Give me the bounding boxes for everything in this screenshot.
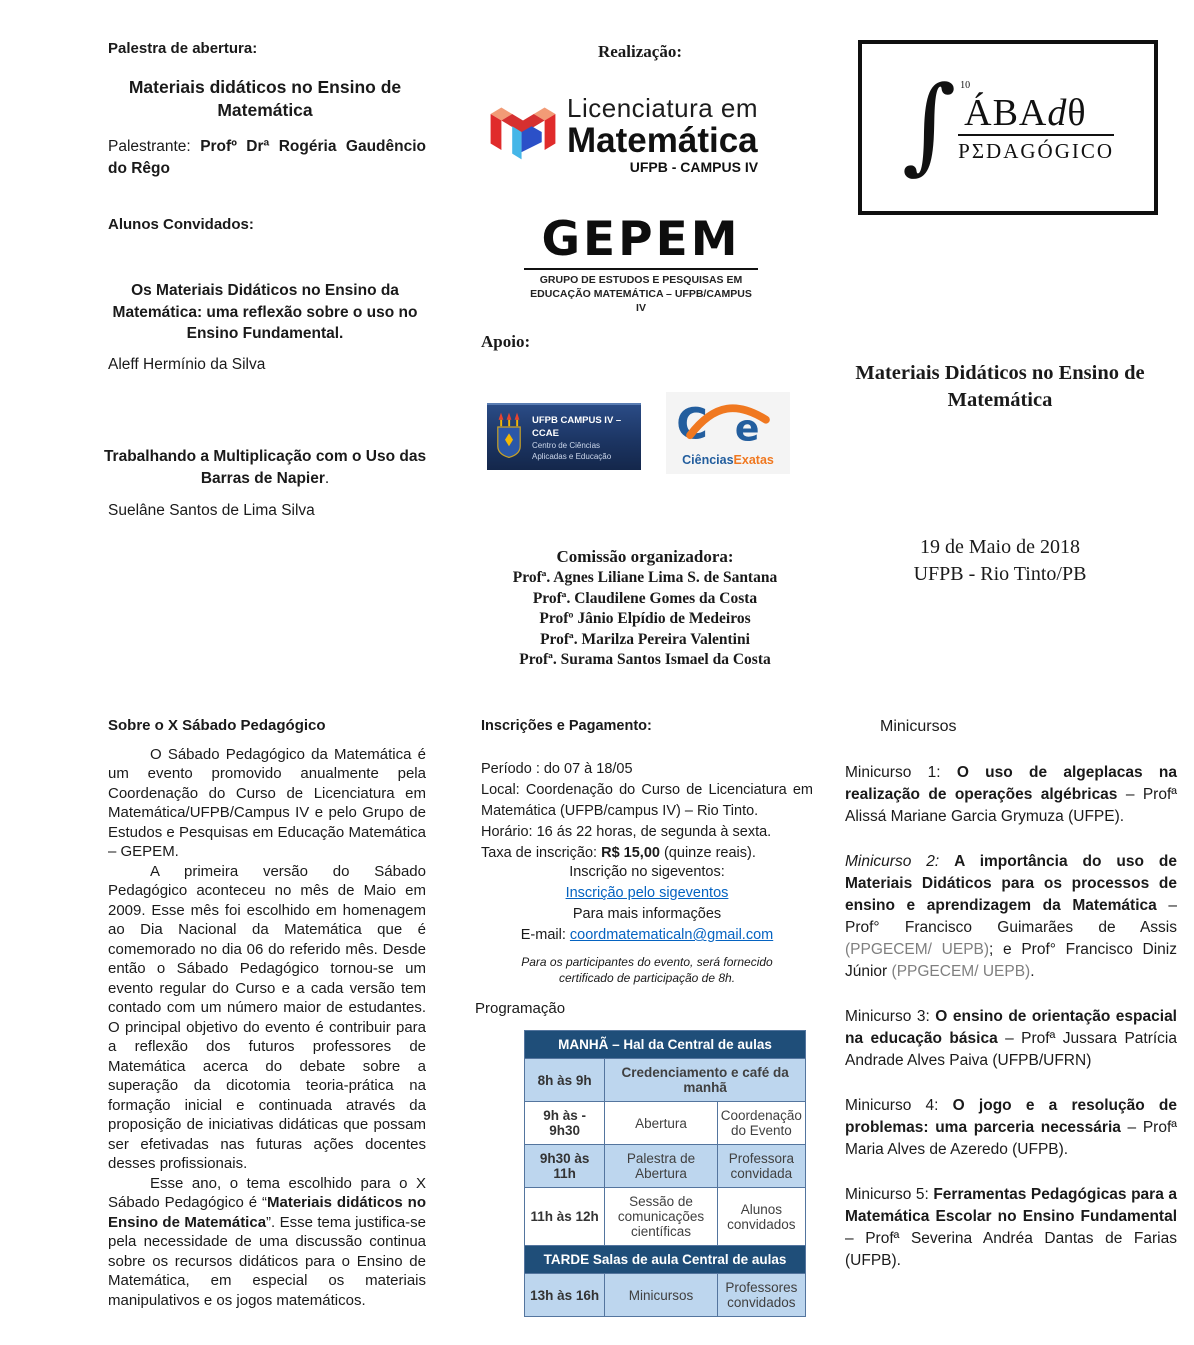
exatas-text: Exatas (733, 453, 774, 467)
student-talk-2-author: Suelâne Santos de Lima Silva (108, 502, 315, 519)
minicurso-item (845, 851, 1177, 983)
speaker-name: Profº Drª Rogéria Gaudêncio do Rêgo (108, 138, 426, 177)
committee-heading: Comissão organizadora: (556, 547, 734, 566)
minicurso-rest: – Profª Jussara Patrícia Andrade Alves Paiva (UFPB/UFRN) (845, 1030, 1177, 1069)
table-row (525, 1274, 806, 1317)
fee-prefix: Taxa de inscrição: (481, 845, 602, 861)
ccae-title: UFPB CAMPUS IV – CCAE (532, 414, 622, 439)
ufpb-ccae-logo (487, 403, 641, 470)
apoio-label: Apoio: (481, 332, 531, 351)
invited-students-label: Alunos Convidados: (108, 216, 254, 233)
ciencias-exatas-text (682, 454, 774, 467)
program-schedule (524, 1030, 806, 1317)
schedule-who-cell: Professora convidada (717, 1145, 805, 1188)
program-label: Programação (475, 1000, 566, 1017)
schedule-who-cell: Professores convidados (717, 1274, 805, 1317)
about-paragraph-3 (108, 1174, 426, 1311)
committee-member: Profª. Agnes Liliane Lima S. de Santana (512, 569, 778, 586)
minicurso-rest: . (1030, 963, 1035, 980)
minicurso-rest: – Prof° Francisco Guimarães de Assis (845, 897, 1177, 936)
organizing-committee (470, 546, 820, 671)
minicurso-rest: – Profª Alissá Mariane Garcia Grymuza (UFPE). (845, 786, 1177, 825)
committee-member: Profª. Surama Santos Ismael da Costa (519, 651, 771, 668)
speaker-prefix: Palestrante: (108, 138, 201, 155)
fee-value: R$ 15,00 (601, 845, 660, 861)
minicurso-label: Minicurso 2: (845, 853, 955, 870)
sabado-aba: ÁBA (964, 91, 1048, 134)
schedule-afternoon-header: TARDE Salas de aula Central de aulas (525, 1246, 806, 1274)
svg-text:e: e (734, 406, 760, 449)
minicurso-item (845, 762, 1177, 828)
minicursos-heading: Minicursos (880, 718, 957, 735)
minicurso-title: O ensino de orientação espacial na educação básica (845, 1008, 1177, 1047)
schedule-time-cell: 11h às 12h (525, 1188, 605, 1246)
minicurso-title: O jogo e a resolução de problemas: uma parceria necessária (845, 1097, 1177, 1136)
gepem-subtitle-1: GRUPO DE ESTUDOS E PESQUISAS EM (539, 274, 743, 286)
schedule-morning-header: MANHÃ – Hal da Central de aulas (525, 1031, 806, 1059)
about-heading: Sobre o X Sábado Pedagógico (108, 717, 326, 734)
schedule-time-cell: 9h30 às 11h (525, 1145, 605, 1188)
committee-member: Profª. Marilza Pereira Valentini (540, 630, 750, 648)
lm-logo-line2: Matemática (567, 120, 758, 160)
sabado-logo-denominator: PΣDAGÓGICO (958, 134, 1114, 164)
opening-lecture-label: Palestra de abertura: (108, 40, 258, 57)
gepem-rule (524, 268, 758, 270)
schedule-activity-cell: Abertura (605, 1102, 717, 1145)
sigeventos-line: Inscrição no sigeventos: (569, 864, 725, 880)
registration-heading: Inscrições e Pagamento: (481, 718, 652, 734)
opening-lecture-title: Materiais didáticos no Ensino de Matemática (128, 77, 402, 120)
student-talk-1-title: Os Materiais Didáticos no Ensino da Matemática: uma reflexão sobre o uso no Ensino Fundamental. (112, 282, 418, 342)
integral-icon: ∫ (901, 62, 957, 185)
about-paragraph-2: A primeira versão do Sábado Pedagógico aconteceu no mês de Maio em 2009. Esse mês foi escolhido em homenagem ao Dia Nacional da Matemática que é comemorado no dia 06 do referido mês. Desde então o Sábado Pedagógico tornou-se um evento regular do Curso e a cada versão tem contado com um número maior de estudantes. O principal objetivo do evento é contribuir para a reflexão dos futuros professores de Matemática acerca do debate sobre a superação da dicotomia teoria-prática na formação inicial e continuada através da proposição de iniciativas didáticas que possam ser efetivadas nas futuras ações docentes desses profissionais. (108, 862, 426, 1172)
registration-period: Período : do 07 à 18/05 (481, 761, 633, 777)
table-row (525, 1145, 806, 1188)
about-p3-prefix: Esse ano, o tema escolhido para o X Sábado Pedagógico é “ (108, 1174, 426, 1211)
schedule-time-cell: 9h às - 9h30 (525, 1102, 605, 1145)
minicurso-item (845, 1184, 1177, 1272)
minicurso-item (845, 1006, 1177, 1072)
ciencias-exatas-logo (666, 392, 790, 474)
schedule-activity-cell: Sessão de comunicações científicas (605, 1188, 717, 1246)
schedule-morning-header-row (525, 1031, 806, 1059)
minicurso-rest: – Profª Maria Alves de Azeredo (UFPB). (845, 1119, 1177, 1158)
sabado-logo-sup: 10 (960, 79, 971, 91)
schedule-time-cell: 13h às 16h (525, 1274, 605, 1317)
student-talk-2-title-text: Trabalhando a Multiplicação com o Uso das Barras de Napier (103, 448, 427, 487)
schedule-activity-cell: Minicursos (605, 1274, 717, 1317)
student-talk-2-period: . (324, 469, 330, 487)
minicurso-rest: ; e Prof° Francisco Diniz Júnior (845, 941, 1177, 980)
speaker-line (108, 136, 426, 180)
svg-text:C: C (676, 399, 708, 449)
gepem-logo (524, 212, 758, 315)
event-date-line2: UFPB - Rio Tinto/PB (913, 563, 1087, 585)
realizacao-label: Realização: (597, 42, 683, 61)
sigeventos-link[interactable]: Inscrição pelo sigeventos (565, 885, 729, 901)
licenciatura-matematica-logo (487, 90, 787, 178)
schedule-activity-cell: Credenciamento e café da manhã (605, 1059, 806, 1102)
table-row (525, 1188, 806, 1246)
email-prefix: E-mail: (520, 927, 570, 943)
fee-suffix: (quinze reais). (659, 845, 756, 861)
student-talk-2-title (100, 446, 430, 489)
sigeventos-block (481, 862, 813, 946)
committee-member: Profº Jânio Elpídio de Medeiros (539, 610, 751, 627)
event-title: Materiais Didáticos no Ensino de Matemática (855, 362, 1145, 411)
minicurso-title: Ferramentas Pedagógicas para a Matemática Escolar no Ensino Fundamental (845, 1186, 1177, 1225)
more-info-line: Para mais informações (572, 906, 722, 922)
event-date-line1: 19 de Maio de 2018 (920, 536, 1080, 558)
ciencias-text: Ciências (682, 453, 734, 467)
schedule-table (524, 1030, 806, 1317)
about-p3-theme: Materiais didáticos no Ensino de Matemática (108, 1194, 426, 1231)
sabado-pedagogico-logo (858, 40, 1158, 215)
minicurso-label: Minicurso 5: (845, 1186, 934, 1203)
minicurso-label: Minicurso 4: (845, 1097, 953, 1114)
registration-fee (481, 843, 813, 864)
minicursos-list (845, 762, 1177, 1295)
registration-section (481, 716, 813, 864)
about-section (108, 716, 426, 1310)
about-paragraph-1: O Sábado Pedagógico da Matemática é um evento promovido anualmente pela Coordenação do Curso de Licenciatura em Matemática/UFPB/Campus IV e pelo Grupo de Estudos e Pesquisas em Educação Matemática – GEPEM. (108, 745, 426, 860)
schedule-afternoon-header-row (525, 1246, 806, 1274)
minicurso-label: Minicurso 1: (845, 764, 957, 781)
lm-logo-line3: UFPB - CAMPUS IV (629, 158, 759, 175)
gepem-wordmark: GEPEM (541, 212, 741, 267)
minicurso-title: O uso de algeplacas na realização de operações algébricas (845, 764, 1177, 803)
minicurso-affiliation: (PPGECEM/ UEPB) (845, 941, 990, 958)
registration-hours: Horário: 16 ás 22 horas, de segunda à sexta. (481, 824, 772, 840)
sabado-theta: θ (1067, 91, 1087, 134)
about-p3-suffix: ”. Esse tema justifica-se pela necessidade de uma discussão continua sobre os recursos didáticos para o Ensino de Matemática, em especial os materiais manipulativos e os jogos matemáticos. (108, 1213, 427, 1309)
certificate-note: Para os participantes do evento, será fornecido certificado de participação de 8h. (521, 955, 773, 985)
minicurso-item (845, 1095, 1177, 1161)
minicurso-affiliation: (PPGECEM/ UEPB) (891, 963, 1031, 980)
minicurso-label: Minicurso 3: (845, 1008, 936, 1025)
ciencias-exatas-mark-icon (676, 399, 780, 454)
lm-logo-line1: Licenciatura em (567, 92, 759, 123)
lm-cube-icon (487, 94, 559, 175)
table-row (525, 1059, 806, 1102)
schedule-who-cell: Coordenação do Evento (717, 1102, 805, 1145)
sabado-d: d (1047, 91, 1068, 134)
sabado-logo-numerator (958, 92, 1114, 134)
schedule-time-cell: 8h às 9h (525, 1059, 605, 1102)
lm-logo-text (567, 92, 759, 175)
ccae-subtitle: Centro de Ciências Aplicadas e Educação (532, 440, 612, 461)
ufpb-crest-icon (493, 410, 525, 465)
minicurso-rest: – Profª Severina Andréa Dantas de Farias (UFPB). (845, 1230, 1177, 1269)
gepem-subtitle-2: EDUCAÇÃO MATEMÁTICA – UFPB/CAMPUS IV (530, 288, 752, 314)
registration-place: Local: Coordenação do Curso de Licenciatura em Matemática (UFPB/campus IV) – Rio Tinto. (481, 782, 813, 819)
committee-member: Profª. Claudilene Gomes da Costa (532, 589, 758, 607)
schedule-who-cell: Alunos convidados (717, 1188, 805, 1246)
email-link[interactable]: coordmatematicaln@gmail.com (569, 927, 774, 943)
event-date (818, 534, 1182, 588)
table-row (525, 1102, 806, 1145)
ccae-text (532, 414, 635, 462)
student-talk-1-author: Aleff Hermínio da Silva (108, 356, 266, 373)
sabado-logo-fraction (958, 79, 1115, 164)
minicurso-title: A importância do uso de Materiais Didáticos para os processos de ensino e aprendizagem da Matemática (845, 853, 1177, 914)
schedule-activity-cell: Palestra de Abertura (605, 1145, 717, 1188)
